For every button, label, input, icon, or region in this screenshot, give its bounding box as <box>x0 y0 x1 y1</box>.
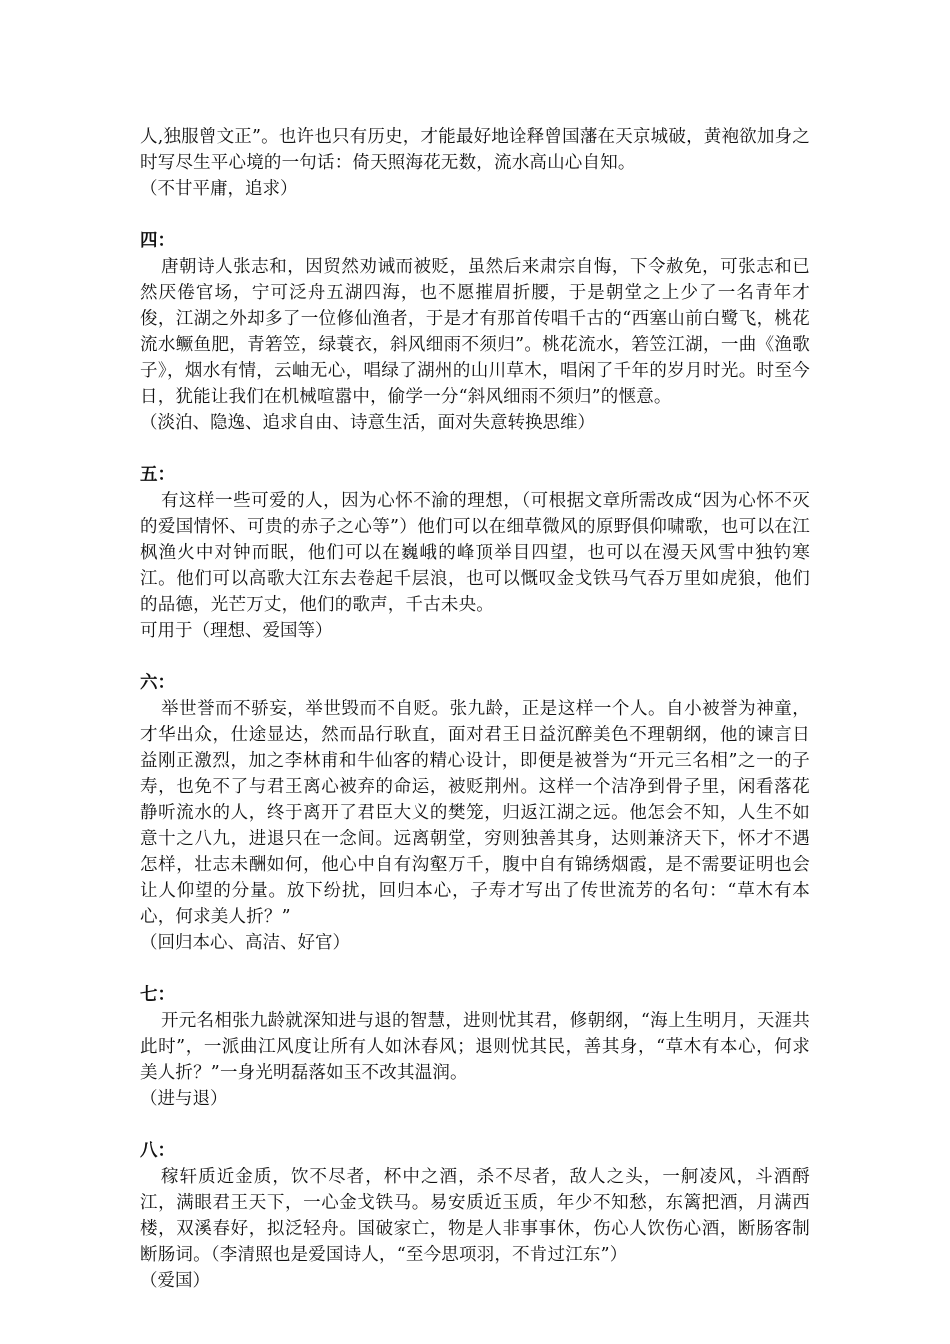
section4-tag: （淡泊、隐逸、追求自由、诗意生活，面对失意转换思维） <box>140 413 595 433</box>
spacer <box>140 956 810 982</box>
section5-body: 有这样一些可爱的人，因为心怀不渝的理想，（可根据文章所需改成“因为心怀不灭的爱国情怀、可贵的赤子之心等”）他们可以在细草微风的原野俱仰啸歌，也可以在江枫渔火中对钟而眠，他们可以在巍峨的峰顶举目四望，也可以在漫天风雪中独钓寒江。他们可以高歌大江东去卷起千层浪，也可以慨叹金戈铁马气吞万里如虎狼，他们的品德，光芒万丈，他们的歌声，千古未央。 <box>140 491 810 615</box>
section7-tag: （进与退） <box>140 1089 228 1109</box>
section6-tag: （回归本心、高洁、好官） <box>140 933 350 953</box>
section7-heading: 七： <box>140 985 175 1005</box>
spacer <box>140 202 810 228</box>
section5-heading: 五： <box>140 465 175 485</box>
spacer <box>140 436 810 462</box>
section4-heading: 四： <box>140 231 175 251</box>
spacer <box>140 644 810 670</box>
section6-heading: 六： <box>140 673 175 693</box>
section5-tag: 可用于（理想、爱国等） <box>140 621 333 641</box>
section8-body: 稼轩质近金质，饮不尽者，杯中之酒，杀不尽者，敌人之头，一舸凌风，斗酒酹江，满眼君王天下，一心金戈铁马。易安质近玉质，年少不知愁，东篱把酒，月满西楼，双溪春好，拟泛轻舟。国破家亡，物是人非事事休，伤心人饮伤心酒，断肠客制断肠词。（李清照也是爱国诗人，“至今思项羽，不肯过江东”） <box>140 1167 810 1265</box>
section7-body: 开元名相张九龄就深知进与退的智慧，进则忧其君，修朝纲，“海上生明月，天涯共此时”，一派曲江风度让所有人如沐春风；退则忧其民，善其身，“草木有本心，何求美人折？”一身光明磊落如玉不改其温润。 <box>140 1011 810 1083</box>
section3-continuation: 人,独服曾文正”。也许也只有历史，才能最好地诠释曾国藩在天京城破，黄袍欲加身之时写尽生平心境的一句话：倚天照海花无数，流水高山心自知。 <box>140 127 810 173</box>
section4-body: 唐朝诗人张志和，因贸然劝诫而被贬，虽然后来肃宗自悔，下令赦免，可张志和已然厌倦官场，宁可泛舟五湖四海，也不愿摧眉折腰，于是朝堂之上少了一名青年才俊，江湖之外却多了一位修仙渔者，于是才有那首传唱千古的“西塞山前白鹭飞，桃花流水鳜鱼肥，青箬笠，绿蓑衣，斜风细雨不须归”。桃花流水，箬笠江湖，一曲《渔歌子》，烟水有情，云岫无心，唱绿了湖州的山川草木，唱闲了千年的岁月时光。时至今日，犹能让我们在机械喧嚣中，偷学一分“斜风细雨不须归”的惬意。 <box>140 257 810 407</box>
section8-tag: （爱国） <box>140 1271 210 1291</box>
section3-tag: （不甘平庸，追求） <box>140 179 298 199</box>
section6-body: 举世誉而不骄妄，举世毁而不自贬。张九龄，正是这样一个人。自小被誉为神童，才华出众，仕途显达，然而品行耿直，面对君王日益沉醉美色不理朝纲，他的谏言日益刚正激烈，加之李林甫和牛仙客的精心设计，即便是被誉为“开元三名相”之一的子寿，也免不了与君王离心被弃的命运，被贬荆州。这样一个洁净到骨子里，闲看落花静听流水的人，终于离开了君臣大义的樊笼，归返江湖之远。他怎会不知，人生不如意十之八九，进退只在一念间。远离朝堂，穷则独善其身，达则兼济天下，怀才不遇怎样，壮志未酬如何，他心中自有沟壑万千，腹中自有锦绣烟霞，是不需要证明也会让人仰望的分量。放下纷扰，回归本心，子寿才写出了传世流芳的名句：“草木有本心，何求美人折？” <box>140 699 810 927</box>
spacer <box>140 1112 810 1138</box>
document-page <box>140 124 810 1294</box>
section8-heading: 八： <box>140 1141 175 1161</box>
